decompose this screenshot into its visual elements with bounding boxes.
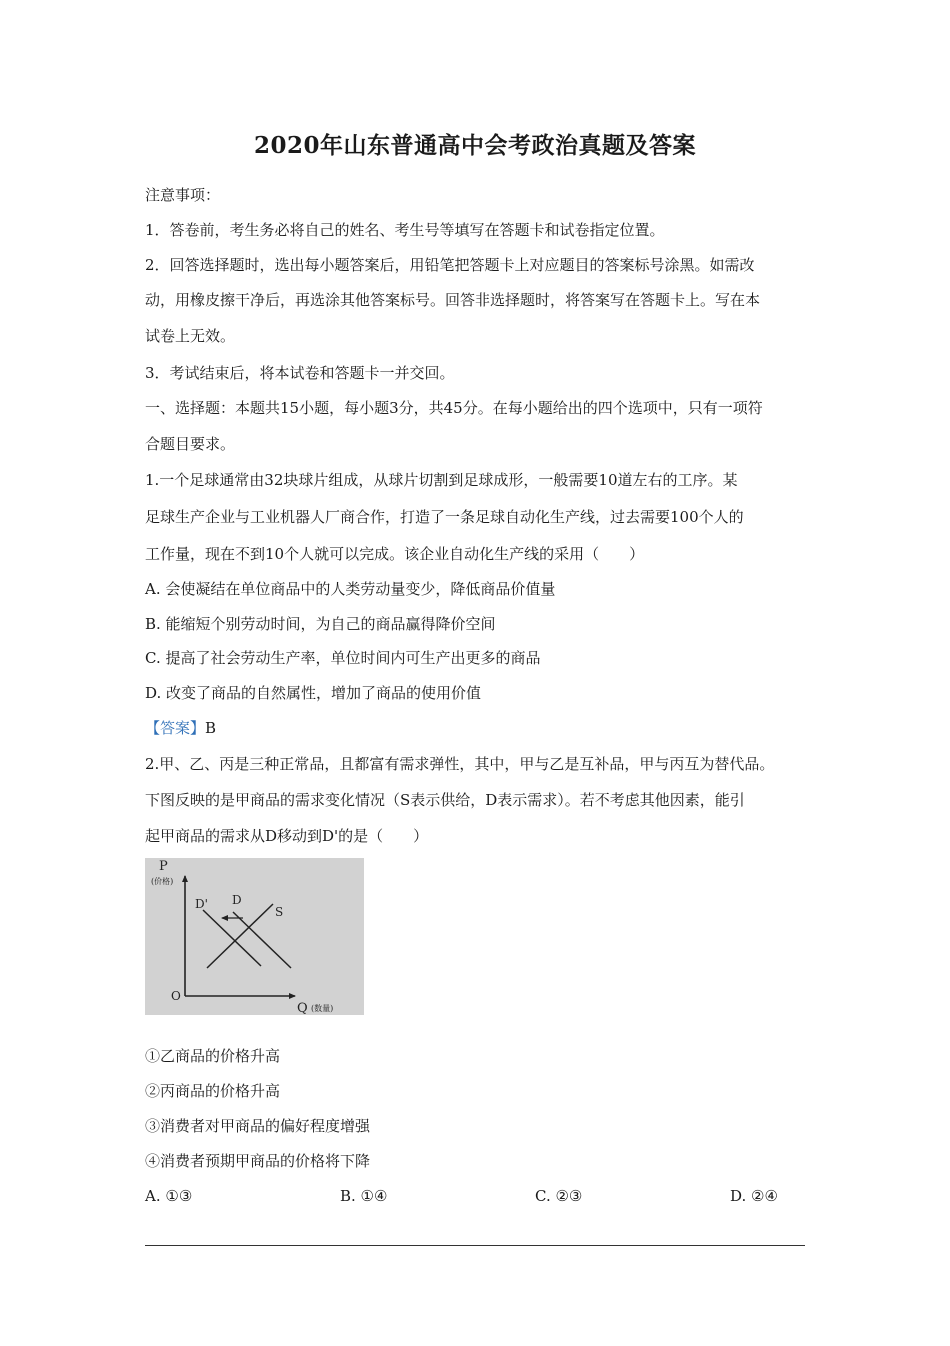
- q2-choice-c: C. ②③: [535, 1187, 583, 1205]
- q2-stem: 起甲商品的需求从D移动到D'的是（ ）: [145, 827, 429, 845]
- footer-divider: [145, 1245, 805, 1246]
- curve-d-prime-label: D': [195, 897, 208, 911]
- q2-statement-3: ③消费者对甲商品的偏好程度增强: [145, 1117, 371, 1135]
- answer-value: B: [205, 719, 217, 737]
- notice-line: 试卷上无效。: [145, 327, 236, 345]
- y-axis-unit: (价格): [151, 877, 174, 886]
- section-heading: 一、选择题：本题共15小题，每小题3分，共45分。在每小题给出的四个选项中，只有一项符: [145, 399, 763, 417]
- notice-line: 1．答卷前，考生务必将自己的姓名、考生号等填写在答题卡和试卷指定位置。: [145, 221, 665, 239]
- q2-statement-2: ②丙商品的价格升高: [145, 1082, 281, 1100]
- section-heading: 合题目要求。: [145, 435, 236, 453]
- q1-answer: [145, 718, 815, 738]
- curve-s: [207, 904, 273, 968]
- q1-option-b: B. 能缩短个别劳动时间，为自己的商品赢得降价空间: [145, 615, 496, 633]
- page-title: 2020年山东普通高中会考政治真题及答案: [253, 132, 696, 159]
- q1-stem: 工作量，现在不到10个人就可以完成。该企业自动化生产线的采用（ ）: [145, 545, 645, 563]
- x-axis-unit: (数量): [311, 1004, 334, 1013]
- q2-choice-a: A. ①③: [145, 1187, 193, 1205]
- notice-heading: 注意事项：: [145, 186, 221, 204]
- q1-option-d: D. 改变了商品的自然属性，增加了商品的使用价值: [145, 684, 482, 702]
- q2-stem: 2.甲、乙、丙是三种正常品，且都富有需求弹性，其中，甲与乙是互补品，甲与丙互为替代品。: [145, 755, 775, 773]
- q1-stem: 1.一个足球通常由32块球片组成，从球片切割到足球成形，一般需要10道左右的工序。某: [145, 471, 738, 489]
- y-axis-label: P: [159, 859, 168, 874]
- q1-option-a: A. 会使凝结在单位商品中的人类劳动量变少，降低商品价值量: [145, 580, 556, 598]
- curve-s-label: S: [275, 905, 284, 919]
- notice-line: 动，用橡皮擦干净后，再选涂其他答案标号。回答非选择题时，将答案写在答题卡上。写在本: [145, 291, 761, 309]
- answer-label: 【答案】: [145, 719, 206, 737]
- q1-option-c: C. 提高了社会劳动生产率，单位时间内可生产出更多的商品: [145, 649, 541, 667]
- notice-line: 2．回答选择题时，选出每小题答案后，用铅笔把答题卡上对应题目的答案标号涂黑。如需改: [145, 256, 755, 274]
- q2-statement-4: ④消费者预期甲商品的价格将下降: [145, 1152, 371, 1170]
- notice-line: 3．考试结束后，将本试卷和答题卡一并交回。: [145, 364, 455, 382]
- curve-d-label: D: [232, 893, 242, 907]
- q2-statement-1: ①乙商品的价格升高: [145, 1047, 281, 1065]
- x-axis-label: Q: [297, 1001, 308, 1015]
- supply-demand-diagram: [145, 858, 364, 1015]
- supply-demand-figure: [145, 858, 364, 1015]
- curve-d: [233, 912, 291, 968]
- q2-stem: 下图反映的是甲商品的需求变化情况（S表示供给，D表示需求）。若不考虑其他因素，能引: [145, 791, 745, 809]
- origin-label: O: [171, 989, 181, 1003]
- q2-choice-b: B. ①④: [340, 1187, 388, 1205]
- q2-choice-d: D. ②④: [730, 1187, 778, 1205]
- q1-stem: 足球生产企业与工业机器人厂商合作，打造了一条足球自动化生产线，过去需要100个人的: [145, 508, 744, 526]
